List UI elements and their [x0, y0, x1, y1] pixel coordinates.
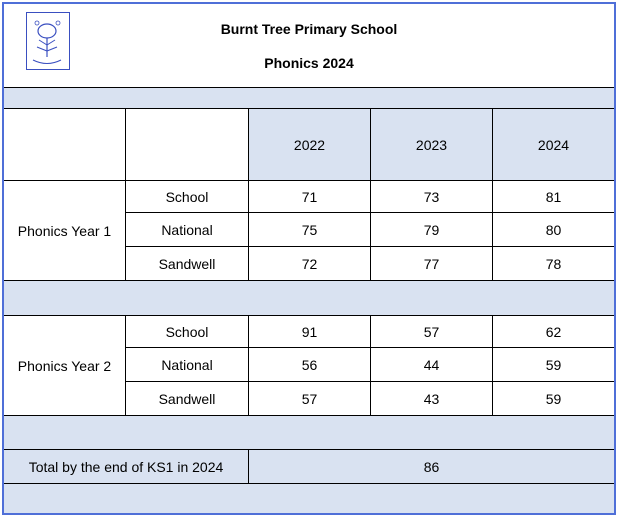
year-header: 2024	[493, 109, 614, 181]
table-cell: 81	[493, 181, 614, 213]
empty-header-cell	[126, 109, 249, 181]
group-label: Phonics Year 2	[4, 316, 126, 416]
group-label: Phonics Year 1	[4, 181, 126, 281]
report-title: Phonics 2024	[264, 55, 354, 71]
table-cell: 43	[371, 382, 493, 416]
row-category: School	[126, 181, 249, 213]
table-cell: 57	[371, 316, 493, 348]
table-cell: 59	[493, 382, 614, 416]
table-cell: 80	[493, 213, 614, 247]
table-cell: 79	[371, 213, 493, 247]
row-category: Sandwell	[126, 382, 249, 416]
year-header: 2023	[371, 109, 493, 181]
table-cell: 75	[249, 213, 371, 247]
document-frame	[2, 2, 616, 515]
spacer-band	[4, 416, 614, 450]
table-cell: 59	[493, 348, 614, 382]
table-cell: 44	[371, 348, 493, 382]
table-cell: 73	[371, 181, 493, 213]
table-cell: 91	[249, 316, 371, 348]
table-cell: 71	[249, 181, 371, 213]
spacer-band	[4, 88, 614, 109]
row-category: School	[126, 316, 249, 348]
year-header: 2022	[249, 109, 371, 181]
total-label: Total by the end of KS1 in 2024	[4, 450, 249, 484]
table-cell: 72	[249, 247, 371, 281]
total-value: 86	[249, 450, 614, 484]
table-cell: 62	[493, 316, 614, 348]
table-cell: 57	[249, 382, 371, 416]
table-cell: 78	[493, 247, 614, 281]
spacer-band	[4, 281, 614, 316]
spacer-band	[4, 484, 614, 513]
row-category: National	[126, 348, 249, 382]
school-name: Burnt Tree Primary School	[220, 21, 398, 37]
empty-header-cell	[4, 109, 126, 181]
header	[4, 4, 614, 88]
row-category: National	[126, 213, 249, 247]
table-cell: 56	[249, 348, 371, 382]
row-category: Sandwell	[126, 247, 249, 281]
table-cell: 77	[371, 247, 493, 281]
